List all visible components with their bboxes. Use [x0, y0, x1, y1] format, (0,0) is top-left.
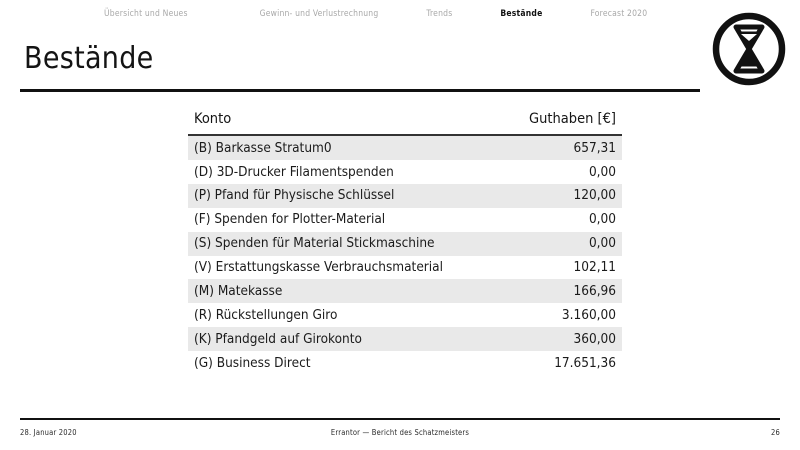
column-header-konto: Konto — [188, 110, 500, 135]
cell-balance: 120,00 — [573, 187, 616, 204]
footer-page-number: 26 — [771, 427, 780, 437]
cell-balance: 102,11 — [573, 259, 616, 275]
nav-item-gewinn-verlustrechnung[interactable]: Gewinn- und Verlustrechnung — [259, 8, 379, 19]
table-body — [188, 135, 622, 375]
cell-account: (K) Pfandgeld auf Girokonto — [194, 330, 362, 347]
cell-account: (P) Pfand für Physische Schlüssel — [194, 187, 395, 204]
cell-account: (B) Barkasse Stratum0 — [194, 139, 332, 156]
footer-subtitle: Errantor — Bericht des Schatzmeisters — [330, 427, 470, 437]
cell-balance: 0,00 — [588, 211, 616, 228]
cell-account: (D) 3D-Drucker Filamentspenden — [194, 163, 394, 180]
cell-balance: 0,00 — [588, 163, 616, 180]
page-title: Bestände — [24, 41, 154, 76]
nav-item-trends[interactable]: Trends — [426, 8, 453, 19]
table-row — [188, 135, 622, 160]
nav-item-forecast-2020[interactable]: Forecast 2020 — [590, 8, 648, 19]
nav-item-uebersicht[interactable]: Übersicht und Neues — [104, 8, 188, 19]
table-head — [188, 110, 622, 135]
cell-account: (G) Business Direct — [194, 354, 311, 371]
cell-balance: 166,96 — [573, 282, 616, 299]
table-header-row — [188, 110, 622, 135]
footer-divider — [20, 418, 780, 421]
accounts-table-container — [188, 110, 622, 375]
table-row — [188, 232, 622, 256]
cell-account: (F) Spenden for Plotter-Material — [194, 211, 386, 228]
nav-item-bestaende[interactable]: Bestände — [500, 8, 543, 19]
cell-account: (S) Spenden für Material Stickmaschine — [194, 235, 435, 252]
table-row — [188, 256, 622, 280]
cell-account: (M) Matekasse — [194, 282, 283, 299]
title-divider — [20, 89, 700, 92]
cell-account: (R) Rückstellungen Giro — [194, 306, 338, 323]
table-row — [188, 208, 622, 232]
cell-balance: 657,31 — [573, 139, 616, 156]
table-row — [188, 351, 622, 375]
cell-balance: 360,00 — [573, 330, 616, 347]
table-row — [188, 160, 622, 184]
hourglass-in-circle-logo-icon — [710, 10, 788, 88]
table-row — [188, 279, 622, 303]
cell-balance: 3.160,00 — [561, 306, 616, 323]
column-header-guthaben: Guthaben [€] — [500, 110, 622, 135]
cell-balance: 0,00 — [588, 235, 616, 252]
footer-date: 28. Januar 2020 — [20, 427, 77, 437]
cell-balance: 17.651,36 — [554, 354, 616, 371]
table-row — [188, 184, 622, 208]
cell-account: (V) Erstattungskasse Verbrauchsmaterial — [194, 259, 443, 275]
accounts-table — [188, 110, 622, 375]
top-navigation — [20, 4, 700, 24]
footer — [20, 424, 780, 440]
table-row — [188, 303, 622, 327]
table-row — [188, 327, 622, 351]
